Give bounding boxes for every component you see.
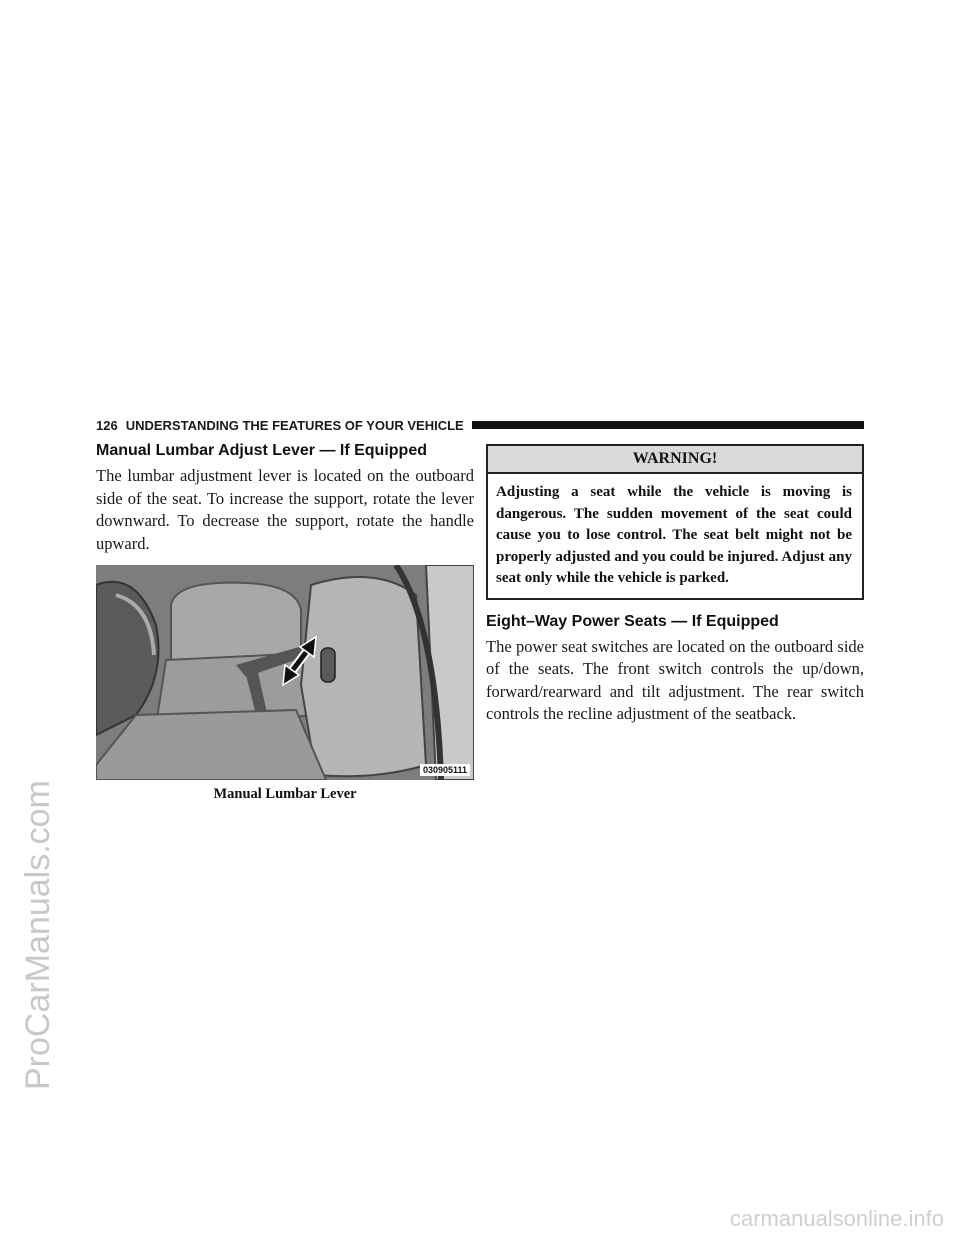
warning-text: Adjusting a seat while the vehicle is moving is dangerous. The sudden movement of the seat could cause you to lose control. The seat belt might not be properly adjusted and you could be injured. Adjust any seat only while the vehicle is parked. bbox=[496, 484, 852, 586]
lumbar-paragraph: The lumbar adjustment lever is located on the outboard side of the seat. To increase the support, rotate the lever downward. To decrease the support, rotate the handle upward. bbox=[96, 466, 474, 553]
lumbar-heading: Manual Lumbar Adjust Lever — If Equipped bbox=[96, 442, 427, 459]
lumbar-lever-figure bbox=[96, 565, 474, 780]
figure-code: 030905111 bbox=[420, 764, 470, 776]
page-header bbox=[96, 417, 864, 433]
seat-illustration bbox=[96, 565, 474, 780]
left-column bbox=[96, 441, 474, 803]
right-column bbox=[486, 444, 864, 726]
side-watermark: ProCarManuals.com bbox=[19, 780, 57, 1090]
section-title: UNDERSTANDING THE FEATURES OF YOUR VEHICLE bbox=[125, 417, 464, 433]
warning-box bbox=[486, 444, 864, 600]
power-seats-paragraph: The power seat switches are located on the outboard side of the seats. The front switch controls the up/down, forward/rearward and tilt adjustment. The rear switch controls the recline adjustment of the seatback. bbox=[486, 636, 864, 723]
header-rule bbox=[472, 421, 864, 429]
page-number: 126 bbox=[96, 417, 118, 433]
warning-title: WARNING! bbox=[488, 446, 862, 474]
footer-watermark: carmanualsonline.info bbox=[729, 1206, 944, 1231]
power-seats-heading: Eight–Way Power Seats — If Equipped bbox=[486, 612, 779, 630]
figure-caption: Manual Lumbar Lever bbox=[213, 786, 357, 802]
